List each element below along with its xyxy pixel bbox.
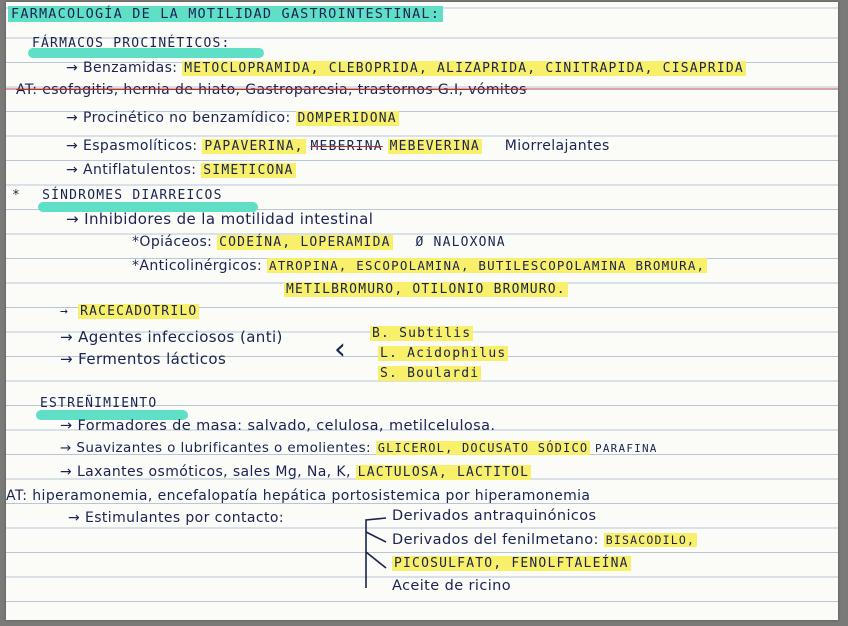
inhibidores-line: → Inhibidores de la motilidad intestinal bbox=[66, 210, 374, 228]
asterisk-icon: * bbox=[12, 188, 22, 203]
laxantes-label: → Laxantes osmóticos, sales Mg, Na, K, bbox=[60, 464, 351, 480]
no-benzamidico-line bbox=[66, 110, 399, 126]
antiflatulentos-line bbox=[66, 162, 296, 178]
mebeverina: MEBEVERINA bbox=[389, 139, 480, 154]
benzamidas-drugs: METOCLOPRAMIDA, CLEBOPRIDA, ALIZAPRIDA, CINITRAPIDA, CISAPRIDA bbox=[184, 61, 744, 76]
opiaceos-drugs: CODEÍNA, LOPERAMIDA bbox=[219, 235, 391, 250]
naloxona-note: Ø NALOXONA bbox=[415, 235, 506, 250]
benzamidas-line bbox=[66, 60, 746, 76]
b-subtilis: B. Subtilis bbox=[372, 326, 472, 341]
anticolinergicos-label: *Anticolinérgicos: bbox=[132, 258, 263, 274]
picosulfato: PICOSULFATO, FENOLFTALEÍNA bbox=[394, 556, 629, 571]
no-benzamidico-label: → Procinético no benzamídico: bbox=[66, 110, 291, 126]
estrenimiento-heading: ESTREÑIMIENTO bbox=[40, 396, 158, 411]
espasmoliticos-label: → Espasmolíticos: bbox=[66, 138, 198, 154]
l-acidophilus: L. Acidophilus bbox=[380, 346, 507, 361]
anticolinergicos-line-2 bbox=[284, 282, 568, 297]
domperidona: DOMPERIDONA bbox=[297, 111, 397, 126]
miorrelajantes-note: Miorrelajantes bbox=[504, 138, 610, 154]
parafina: PARAFINA bbox=[595, 442, 658, 455]
page-title bbox=[8, 6, 443, 22]
suavizantes-line bbox=[60, 440, 658, 456]
anticolinergicos-drugs-2: METILBROMURO, OTILONIO BROMURO. bbox=[286, 282, 566, 297]
at-line-1: AT: esofagitis, hernia de hiato, Gastroparesia, trastornos G.I, vómitos bbox=[16, 82, 527, 98]
diarreicos-heading bbox=[12, 188, 223, 203]
procineticos-heading: FÁRMACOS PROCINÉTICOS: bbox=[32, 36, 231, 51]
formadores-line: → Formadores de masa: salvado, celulosa, metilcelulosa. bbox=[60, 418, 496, 434]
notebook-page bbox=[6, 2, 838, 620]
bracket-arrow-icon: ‹ bbox=[334, 332, 346, 367]
title-text: FARMACOLOGÍA DE LA MOTILIDAD GASTROINTESTINAL: bbox=[8, 6, 443, 22]
suavizantes-label: → Suavizantes o lubrificantes o emolientes: bbox=[60, 440, 371, 456]
fenilmetano-label: Derivados del fenilmetano: bbox=[392, 532, 599, 548]
suavizantes-drugs: GLICEROL, DOCUSATO SÓDICO bbox=[377, 441, 589, 455]
espasmoliticos-line bbox=[66, 138, 610, 154]
agentes-line: → Agentes infecciosos (anti) bbox=[60, 328, 283, 346]
laxantes-drugs: LACTULOSA, LACTITOL bbox=[357, 465, 530, 480]
s-boulardi: S. Boulardi bbox=[380, 366, 480, 381]
probiotic-1 bbox=[370, 326, 473, 341]
aceite-ricino: Aceite de ricino bbox=[392, 578, 511, 594]
probiotic-2 bbox=[378, 346, 508, 361]
picosulfato-line bbox=[392, 556, 631, 571]
anticolinergicos-line bbox=[132, 258, 707, 274]
simeticona: SIMETICONA bbox=[203, 163, 294, 178]
fermentos-line: → Fermentos lácticos bbox=[60, 350, 227, 368]
benzamidas-label: → Benzamidas: bbox=[66, 60, 178, 76]
papaverina: PAPAVERINA, bbox=[204, 139, 304, 154]
meberina-struck: MEBERINA bbox=[310, 139, 383, 154]
racecadotrilo: RACECADOTRILO bbox=[80, 304, 198, 319]
at-line-2: AT: hiperamonemia, encefalopatía hepática portosistemica por hiperamonemia bbox=[6, 488, 591, 504]
estimulantes-line: → Estimulantes por contacto: bbox=[68, 510, 284, 526]
fenilmetano-line bbox=[392, 532, 697, 548]
branch-lines bbox=[356, 512, 396, 592]
bisacodilo: BISACODILO, bbox=[605, 533, 696, 547]
laxantes-line bbox=[60, 464, 531, 480]
anticolinergicos-drugs-1: ATROPINA, ESCOPOLAMINA, BUTILESCOPOLAMINA BROMURA, bbox=[268, 258, 706, 273]
diarreicos-heading-text: SÍNDROMES DIARREICOS bbox=[42, 188, 223, 203]
racecadotrilo-line bbox=[60, 304, 199, 319]
opiaceos-line bbox=[132, 234, 506, 250]
arrow-icon: → bbox=[60, 304, 79, 319]
antiflatulentos-label: → Antiflatulentos: bbox=[66, 162, 197, 178]
opiaceos-label: *Opiáceos: bbox=[132, 234, 213, 250]
probiotic-3 bbox=[378, 366, 481, 381]
antraquinonicos: Derivados antraquinónicos bbox=[392, 508, 597, 524]
